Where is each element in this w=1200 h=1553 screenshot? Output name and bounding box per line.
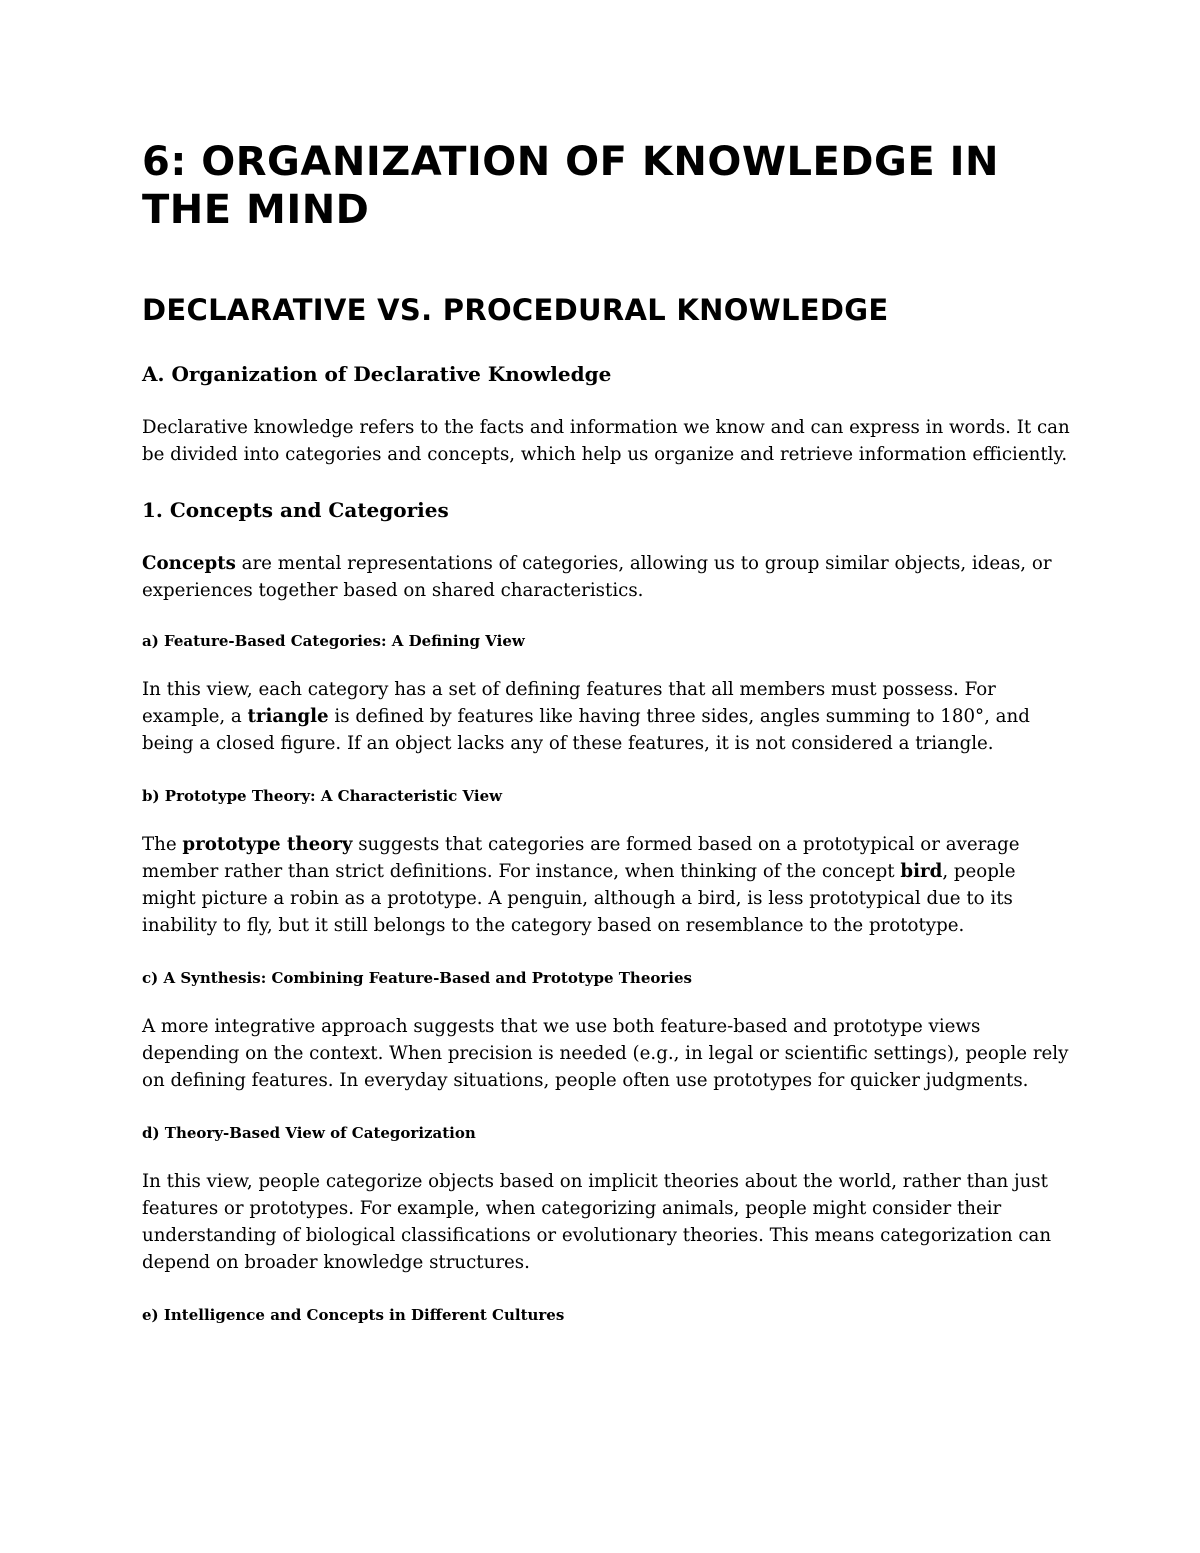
intro-paragraph: Declarative knowledge refers to the facts and information we know and can express in words. It can be divided into categories and concepts, which help us organize and retrieve information efficiently.	[142, 417, 1070, 465]
paragraph-feature-based	[142, 676, 1072, 757]
paragraph-theory-based: In this view, people categorize objects based on implicit theories about the world, rather than just features or prototypes. For example, when categorizing animals, people might consider their understanding of biological classifications or evolutionary theories. This means categorization can depend on broader knowledge structures.	[142, 1171, 1052, 1273]
document-title: 6: ORGANIZATION OF KNOWLEDGE IN THE MIND	[142, 139, 999, 233]
subsection-heading-1: 1. Concepts and Categories	[142, 498, 449, 522]
para-b-text-1: The	[142, 834, 183, 855]
heading-feature-based: a) Feature-Based Categories: A Defining View	[142, 632, 525, 650]
heading-prototype-theory: b) Prototype Theory: A Characteristic View	[142, 787, 503, 805]
para-a-text-1: In this view, each category has a set of defining features that all members must possess. For example, a	[142, 679, 996, 727]
concepts-term: Concepts	[142, 553, 236, 574]
concepts-paragraph	[142, 550, 1072, 604]
heading-synthesis: c) A Synthesis: Combining Feature-Based and Prototype Theories	[142, 969, 692, 987]
triangle-term: triangle	[247, 706, 329, 727]
bird-term: bird	[900, 861, 943, 882]
para-b-text-2: suggests that categories are formed based on a prototypical or average member rather than strict definitions. For instance, when thinking of the concept	[142, 834, 1020, 882]
section-heading: DECLARATIVE VS. PROCEDURAL KNOWLEDGE	[142, 293, 889, 327]
subsection-heading-a: A. Organization of Declarative Knowledge	[142, 362, 612, 386]
para-a-text-2: is defined by features like having three sides, angles summing to 180°, and being a closed figure. If an object lacks any of these features, it is not considered a triangle.	[142, 706, 1030, 754]
heading-intelligence-cultures: e) Intelligence and Concepts in Different Cultures	[142, 1306, 565, 1324]
para-b-text-3: , people might picture a robin as a prototype. A penguin, although a bird, is less prototypical due to its inability to fly, but it still belongs to the category based on resemblance to the prototype.	[142, 861, 1016, 936]
concepts-text: are mental representations of categories, allowing us to group similar objects, ideas, or experiences together based on shared characteristics.	[142, 553, 1052, 601]
heading-theory-based: d) Theory-Based View of Categorization	[142, 1124, 476, 1142]
paragraph-synthesis: A more integrative approach suggests that we use both feature-based and prototype views depending on the context. When precision is needed (e.g., in legal or scientific settings), people rely on defining features. In everyday situations, people often use prototypes for quicker judgments.	[142, 1016, 1069, 1091]
paragraph-prototype-theory	[142, 831, 1072, 939]
prototype-theory-term: prototype theory	[182, 834, 353, 855]
